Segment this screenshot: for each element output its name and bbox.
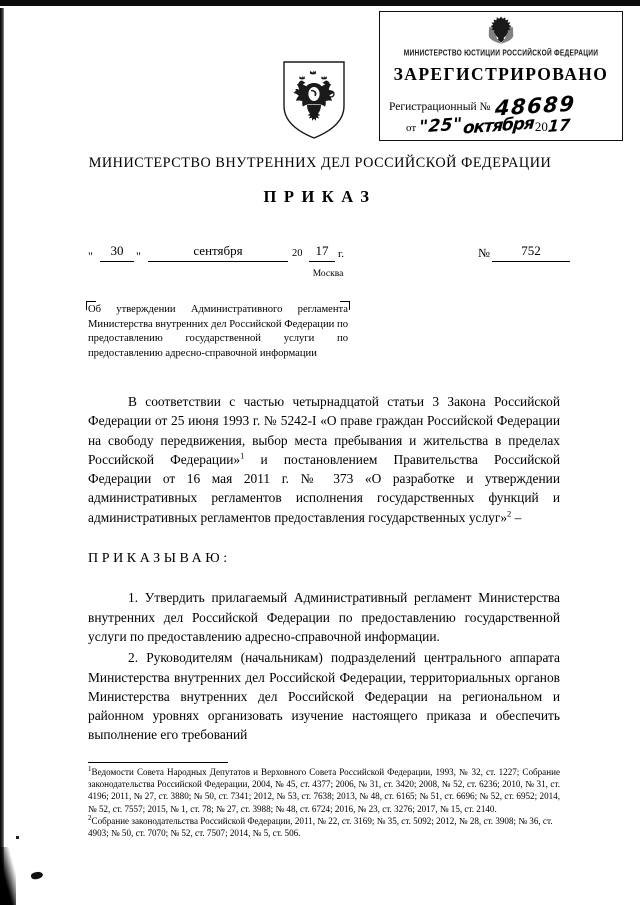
date-month-value: сентября [148,243,288,262]
scan-speck [30,871,43,881]
footnote-2 [88,815,560,839]
footnote-2-mark: 2 [88,813,92,822]
paragraph-preamble [88,392,560,527]
registration-stamp [379,11,623,141]
order-number-label: № [478,246,490,260]
document-body [88,392,560,745]
city-label: Москва [312,269,344,279]
date-century-prefix: 20 [292,248,303,259]
preamble-part-2: и постановлением Правительства Российской Федерации от 16 мая 2011 г. № 373 «О разработке и утверждении административных регламентов исполнения государственных функций и административных регламентов предоставления государственных услуг» [88,451,560,525]
stamp-coat-of-arms-icon [380,14,622,50]
date-year-value: 17 [309,243,335,262]
stamp-ministry-line: МИНИСТЕРСТВО ЮСТИЦИИ РОССИЙСКОЙ ФЕДЕРАЦИИ [403,49,599,58]
footnote-1-text: Ведомости Совета Народных Депутатов и Верховного Совета Российской Федерации, 1993, № 32, ст. 1227; Собрание законодательства Российской Федерации, 2004, № 45, ст. 4377; 2006, № 31, ст. 3420; 2008, № 52, ст. 6236; 2010, № 31, ст. 4196; 2011, № 27, ст. 3880; № 50, ст. 7341; 2012, № 53, ст. 7638; 2013, № 48, ст. 6165; № 51, ст. 6696; № 52, ст. 6952; 2014, № 52, ст. 7557; 2015, № 1, ст. 78; № 27, ст. 3988; № 48, ст. 6724; 2016, № 23, ст. 3276; 2017, № 15, ст. 2140. [88,767,560,814]
footnotes-block [88,766,560,839]
footnote-ref-2: 2 [507,508,512,519]
stamp-date-century: 20 [534,119,548,134]
page-title: МИНИСТЕРСТВО ВНУТРЕННИХ ДЕЛ РОССИЙСКОЙ ФЕДЕРАЦИИ [88,155,552,171]
footnote-ref-1: 1 [240,450,245,461]
stamp-date-prefix: от [406,122,417,134]
order-heading: ПРИКАЗ [263,187,377,206]
paragraph-item-2: 2. Руководителям (начальникам) подразделений центрального аппарата Министерства внутренних дел Российской Федерации, территориальных органов Министерства внутренних дел Российской Федерации на региональном и районном уровнях организовать изучение настоящего приказа и обеспечить выполнение его требований [88,650,560,743]
footnote-separator [88,762,228,763]
subject-text: Об утверждении Административного регламента Министерства внутренних дел Российской Федерации по предоставлению государственной услуги по предоставлению адресно-справочной информации [88,304,348,359]
stamp-registered-label: ЗАРЕГИСТРИРОВАНО [393,64,609,84]
stamp-registration-number-label: Регистрационный № [389,101,491,113]
date-and-number-line [88,243,558,279]
footnote-1-mark: 1 [88,764,92,773]
stamp-date-year-handwritten: 17 [547,115,571,136]
stamp-date-row [406,113,571,139]
stamp-registration-number-row [389,91,577,121]
date-quote-close: " [136,249,141,263]
subject-block [88,303,348,361]
stamp-date-day-handwritten: "25" [418,114,464,138]
date-quote-open: " [88,249,93,263]
preamble-part-1: В соответствии с частью четырнадцатой статьи 3 Закона Российской Федерации от 25 июня 1993 г. № 5242-I «О праве граждан Российской Федерации на свободу передвижения, выбор места пребывания и жительства в пределах Российской Федерации» [88,394,560,467]
scan-edge-top [0,0,640,6]
scan-edge-left [0,8,4,888]
footnote-1 [88,766,560,815]
footnote-2-text: Собрание законодательства Российской Федерации, 2011, № 22, ст. 3169; № 35, ст. 5092; 2012, № 28, ст. 3908; № 36, ст. 4903; № 50, ст. 7070; № 52, ст. 7507; 2014, № 5, ст. 506. [88,815,553,839]
scan-edge-bottom-left [0,847,16,905]
order-imperative-heading: ПРИКАЗЫВАЮ: [88,551,231,567]
date-day-value: 30 [100,243,134,262]
order-number-value: 752 [492,243,570,262]
paragraph-item-1: 1. Утвердить прилагаемый Административный регламент Министерства внутренних дел Российской Федерации по предоставлению государственной услуги по предоставлению адресно-справочной информации. [88,590,560,644]
stamp-registration-number-value: 48689 [494,91,577,121]
stamp-date-month-handwritten: октября [462,113,535,139]
date-year-suffix: г. [338,248,345,260]
scan-speck-small [16,836,19,839]
preamble-part-3: – [511,509,522,525]
coat-of-arms-icon [272,58,356,142]
